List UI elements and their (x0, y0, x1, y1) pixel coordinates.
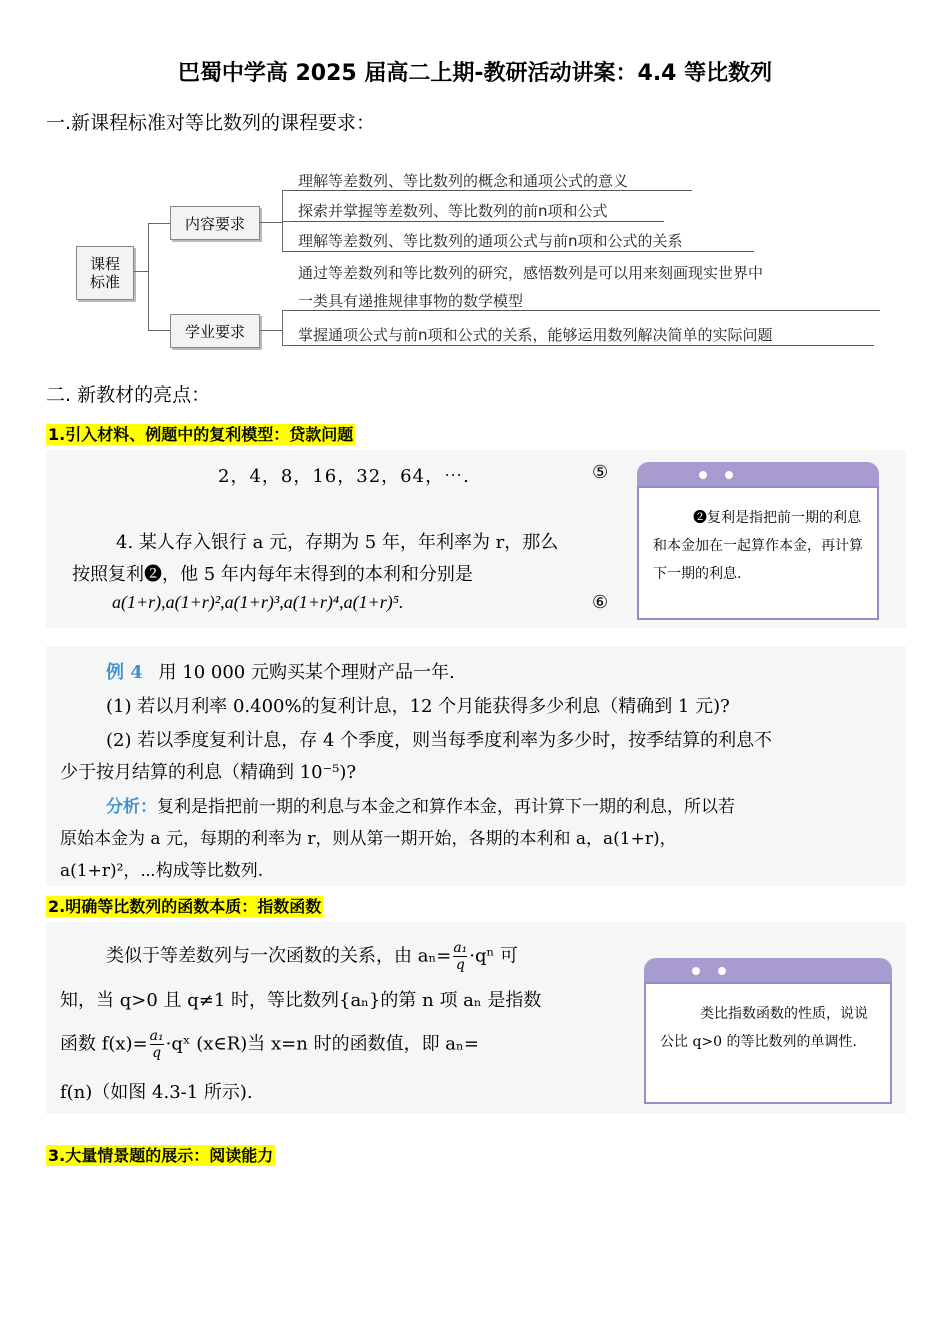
monotonicity-note-text: 类比指数函数的性质，说说公比 q>0 的等比数列的单调性. (660, 1006, 868, 1050)
problem-4-number: ⑥ (592, 592, 609, 613)
connector (134, 271, 148, 272)
underline (292, 310, 880, 311)
problem-4-formulas: a(1+r),a(1+r)²,a(1+r)³,a(1+r)⁴,a(1+r)⁵. (112, 592, 404, 612)
sequence-number: ⑤ (592, 462, 609, 483)
example-4-intro: 用 10 000 元购买某个理财产品一年. (158, 662, 455, 683)
function-line-4: f(n)（如图 4.3-1 所示). (60, 1082, 253, 1103)
note-dot (725, 471, 733, 479)
highlight-2-label: 2.明确等比数列的函数本质：指数函数 (48, 897, 322, 916)
problem-4-line-2: 按照复利❷，他 5 年内每年末得到的本利和分别是 (72, 564, 473, 585)
connector (282, 190, 292, 191)
highlight-1-label: 1.引入材料、例题中的复利模型：贷款问题 (48, 425, 354, 444)
function-line-2: 知，当 q>0 且 q≠1 时，等比数列{aₙ}的第 n 项 aₙ 是指数 (60, 990, 542, 1011)
compound-interest-note (637, 486, 879, 620)
note-dot (699, 471, 707, 479)
analysis-line-2: 原始本金为 a 元，每期的利率为 r，则从第一期开始，各期的本利和 a，a(1+r)， (60, 829, 677, 849)
function-line-3 (60, 1028, 479, 1061)
underline (292, 251, 754, 252)
connector (282, 221, 292, 222)
function-line-3a: 函数 f(x)= (60, 1033, 148, 1055)
fraction-2-numerator: a₁ (149, 1028, 164, 1044)
example-4-q2-line-1: (2) 若以季度复利计息，存 4 个季度，则当每季度利率为多少时，按季结算的利息不 (106, 730, 773, 751)
monotonicity-note (644, 982, 892, 1104)
function-line-1a: 类似于等差数列与一次函数的关系，由 aₙ= (106, 945, 452, 967)
function-line-1b: ·qⁿ 可 (469, 945, 519, 967)
sequence-text: 2，4，8，16，32，64，⋯. (218, 466, 470, 487)
connector (282, 310, 292, 311)
example-4-q2-line-2: 少于按月结算的利息（精确到 10⁻⁵)? (60, 762, 357, 783)
function-line-3b: ·qˣ (x∈R)当 x=n 时的函数值，即 aₙ= (165, 1033, 479, 1055)
root-node: 课程 标准 (76, 246, 134, 300)
analysis-line-1 (106, 792, 735, 817)
quality-item: 通过等差数列和等比数列的研究，感悟数列是可以用来刻画现实世界中 (298, 264, 764, 282)
note-tab (637, 462, 879, 488)
analysis-line-3: a(1+r)²，⋯构成等比数列. (60, 861, 264, 881)
connector (148, 223, 170, 224)
connector (148, 223, 149, 331)
connector (282, 345, 292, 346)
fraction-2 (150, 1028, 164, 1061)
section-2-heading: 二. 新教材的亮点： (46, 384, 211, 406)
fraction-1-numerator: a₁ (453, 940, 468, 956)
page-title: 巴蜀中学高 2025 届高二上期-教研活动讲案：4.4 等比数列 (177, 61, 773, 86)
note-dot (692, 967, 700, 975)
highlight-3-label: 3.大量情景题的展示：阅读能力 (48, 1146, 274, 1165)
example-4-heading (106, 658, 455, 684)
connector (260, 222, 282, 223)
connector (260, 330, 282, 331)
content-item: 理解等差数列、等比数列的通项公式与前n项和公式的关系 (298, 232, 683, 250)
underline (292, 190, 692, 191)
curriculum-diagram (70, 150, 880, 360)
analysis-label: 分析： (106, 797, 157, 817)
fraction-1 (453, 940, 467, 973)
note-dot (718, 967, 726, 975)
underline (292, 221, 664, 222)
problem-4-line-1: 4. 某人存入银行 a 元，存期为 5 年，年利率为 r，那么 (116, 532, 559, 553)
content-requirements-node: 内容要求 (170, 206, 260, 240)
quality-requirements-node: 学业要求 (170, 314, 260, 348)
fraction-2-denominator: q (152, 1045, 162, 1061)
quality-item: 掌握通项公式与前n项和公式的关系，能够运用数列解决简单的实际问题 (298, 326, 773, 344)
connector (282, 310, 283, 346)
underline (292, 345, 874, 346)
fraction-1-denominator: q (455, 957, 465, 973)
compound-interest-note-text: ❷复利是指把前一期的利息和本金加在一起算作本金，再计算下一期的利息. (653, 510, 863, 582)
textbook-excerpt-example-4 (46, 646, 906, 886)
example-4-q1: (1) 若以月利率 0.400%的复利计息，12 个月能获得多少利息（精确到 1 元)? (106, 696, 730, 717)
function-line-1 (106, 940, 518, 973)
note-tab (644, 958, 892, 984)
content-item: 理解等差数列、等比数列的概念和通项公式的意义 (298, 172, 629, 190)
content-item: 探索并掌握等差数列、等比数列的前n项和公式 (298, 202, 608, 220)
connector (148, 330, 170, 331)
section-1-heading: 一.新课程标准对等比数列的课程要求： (46, 112, 376, 134)
analysis-text-a: 复利是指把前一期的利息与本金之和算作本金，再计算下一期的利息，所以若 (157, 797, 735, 817)
quality-item: 一类具有递推规律事物的数学模型 (298, 292, 524, 310)
example-4-label: 例 4 (106, 662, 143, 683)
connector (282, 251, 292, 252)
